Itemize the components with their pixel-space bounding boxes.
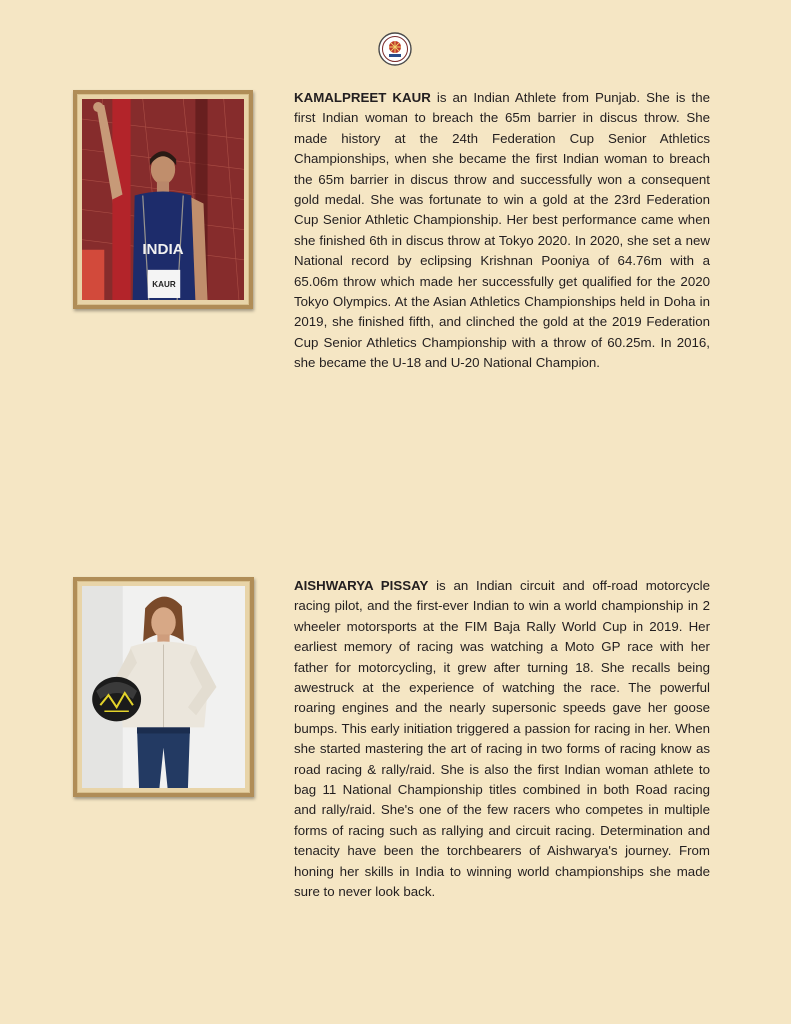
jersey-text: INDIA xyxy=(142,240,184,258)
kamalpreet-kaur-bio xyxy=(294,88,710,374)
aishwarya-pissay-bio xyxy=(294,576,710,903)
bio-text: is an Indian Athlete from Punjab. She is the first Indian woman to breach the 65m barrier in discus throw. She made history at the 24th Federation Cup Senior Athletics Championships, when she became the first Indian woman to breach the 65m barrier in discus throw and successfully won a consequent gold medal. She was fortunate to win a gold at the 23rd Federation Cup Senior Athletic Championship. Her best performance came when she finished 6th in discus throw at Tokyo 2020. In 2020, she set a new National record by eclipsing Krishnan Pooniya of 64.76m with a 65.06m throw which made her successfully get qualified for the 2020 Tokyo Olympics. At the Asian Athletics Championships held in Doha in 2019, she finished fifth, and clinched the gold at the 2019 Federation Cup Senior Athletics Championship with a throw of 60.25m. In 2016, she became the U-18 and U-20 National Champion. xyxy=(294,90,710,371)
kamalpreet-kaur-photo xyxy=(73,90,253,309)
athlete-name: AISHWARYA PISSAY xyxy=(294,578,429,593)
aishwarya-pissay-photo xyxy=(73,577,254,797)
emblem-logo xyxy=(378,32,412,66)
athlete-name: KAMALPREET KAUR xyxy=(294,90,431,105)
bib-text: KAUR xyxy=(152,279,176,289)
bio-text: is an Indian circuit and off-road motorcycle racing pilot, and the first-ever Indian to win a world championship in 2 wheeler motorsports at the FIM Baja Rally World Cup in 2019. Her earliest memory of racing was watching a Moto GP race with her father for motorcycling, it grew after turning 18. She recalls being awestruck at the experience of watching the race. The powerful roaring engines and the nearly supersonic speeds gave her goose bumps. This early initiation triggered a passion for racing in her. When she started mastering the art of racing in two forms of racing know as road racing & rally/raid. She is also the first Indian woman athlete to bag 11 National Championship titles combined in both Road racing and rally/raid. She's one of the few racers who competes in multiple forms of racing such as rallying and circuit racing. Determination and tenacity have been the torchbearers of Aishwarya's journey. From honing her skills in India to winning world championships she made sure to never look back. xyxy=(294,578,710,900)
